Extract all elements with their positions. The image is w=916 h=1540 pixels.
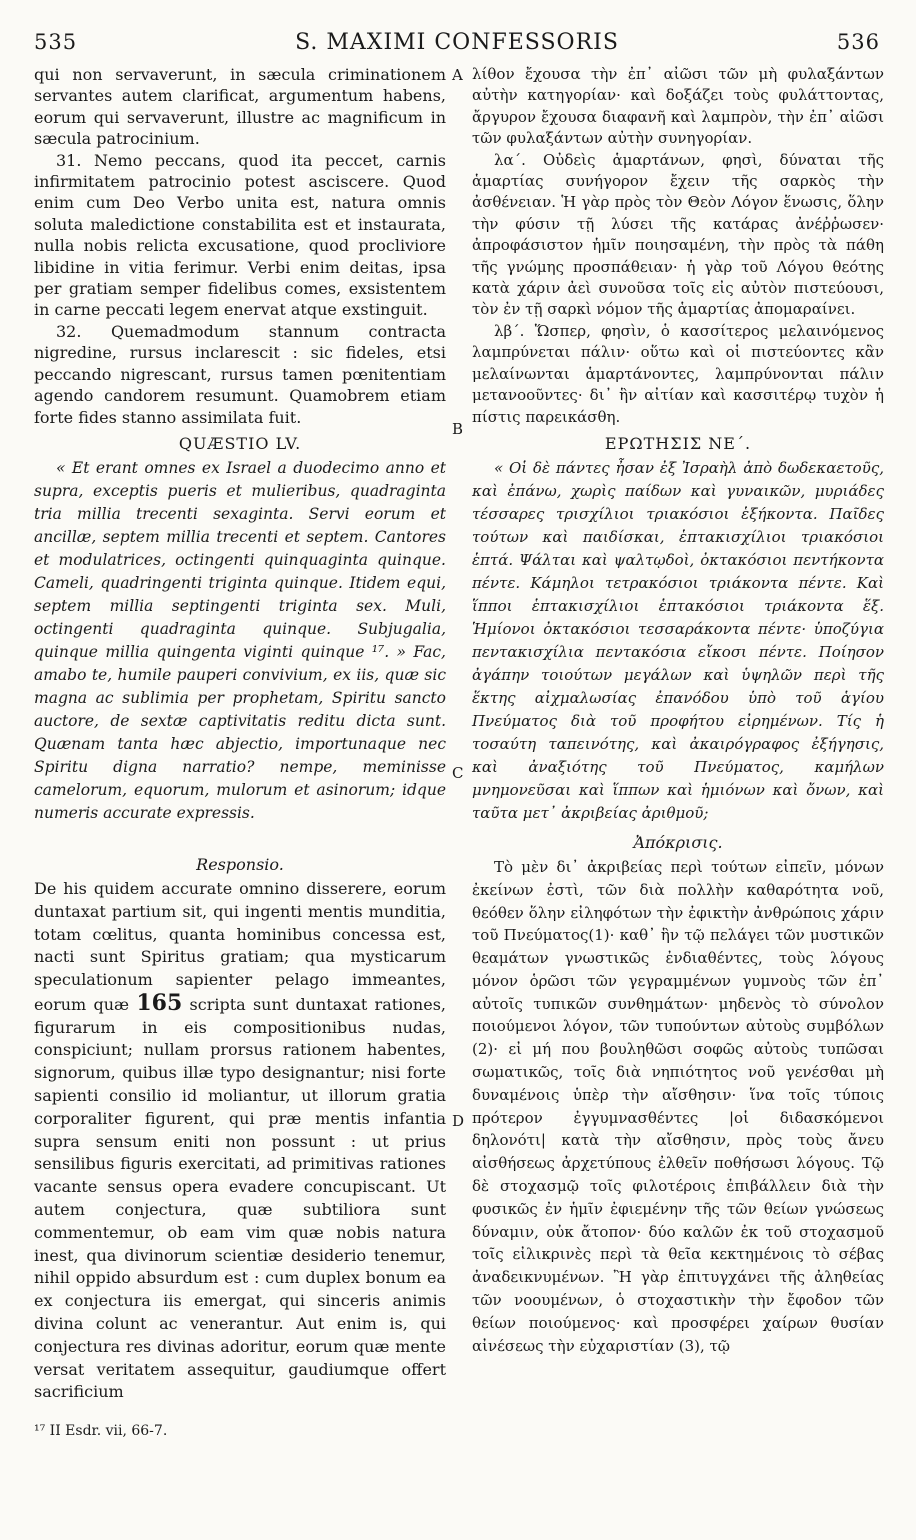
- greek-paragraph-31: λα΄. Οὐδεὶς ἁμαρτάνων, φησὶ, δύναται τῆς ἁμαρτίας συνήγορον ἔχειν τῆς σαρκὸς τὴν ἀσθένειαν. Ἡ γὰρ πρὸς τὸν Θεὸν Λόγον ἕνωσις, ὅλην τὴν φύσιν τῇ λύσει τῆς κατάρας ἀνέῤῥωσεν· ἀπροφάσιστον ἡμῖν ποιησαμένη, τὴν πρὸς τὰ πάθη τῆς γνώμης προσπάθειαν· ἡ γὰρ τοῦ Λόγου θεότης κατὰ χάριν ἀεὶ συνοῦσα τοῖς εἰς αὐτὸν πιστεύουσι, τὸν ἐν τῇ σαρκὶ νόμον τῆς ἁμαρτίας ἀπομαραίνει.: [472, 150, 884, 319]
- running-title: S. MAXIMI CONFESSORIS: [295, 30, 619, 55]
- margin-letter-d: D: [452, 1112, 465, 1130]
- column-number: 165: [136, 989, 183, 1016]
- latin-paragraph-32: 32. Quemadmodum stannum contracta nigredine, rursus inclarescit : sic fideles, etsi peccando nigrescant, rursus tamen pœnitentiam agendo candorem resumunt. Quamobrem etiam forte fides stanno assimilata fuit.: [34, 321, 446, 427]
- margin-letter-c: C: [452, 764, 464, 782]
- margin-letter-a: A: [452, 66, 463, 84]
- page-number-right: 536: [836, 30, 880, 54]
- latin-question-title: QUÆSTIO LV.: [178, 433, 302, 453]
- latin-column: [34, 64, 446, 1404]
- greek-column: [472, 64, 884, 1357]
- greek-paragraph-1: λίθον ἔχουσα τὴν ἐπ᾽ αἰῶσι τῶν μὴ φυλαξάντων αὐτὴν κατηγορίαν· καὶ δοξάζει τοὺς φυλάττοντας, ἄργυρον ἔχουσα διαφανῆ καὶ λαμπρὸν, τὴν ἐπ᾽ αἰῶσι τῶν φυλαξάντων αὐτὴν συνηγορίαν.: [472, 65, 884, 148]
- latin-response-text-a: De his quidem accurate omnino disserere, eorum duntaxat partium sit, qui ingenti mentis munditia, totam cœlitus, quanta hominibus concessa est, nacti sunt Spiritus gratiam; qua mysticarum speculationum sapienter pelago immeantes, eorum quæ: [34, 878, 446, 1014]
- latin-question-text: « Et erant omnes ex Israel a duodecimo anno et supra, exceptis pueris et mulieribus, quadraginta tria millia trecenti sexaginta. Servi eorum et ancillæ, septem millia trecenti et septem. Cantores et modulatrices, octingenti quinquaginta quinque. Cameli, quadringenti triginta quinque. Itidem equi, septem millia septingenti triginta sex. Muli, octingenti quadraginta quinque. Subjugalia, quinque millia quingenta viginti quinque ¹⁷. » Fac, amabo te, humile pauperi convivium, ex iis, quæ sic magna ac sublimia per prophetam, Spiritu sancto auctore, de sextæ captivitatis reditu dicta sunt. Quænam tanta hæc abjectio, importunaque nec Spiritu digna narratio? nempe, meminisse camelorum, equorum, mulorum et asinorum; idque numeris accurate expressis.: [34, 458, 446, 822]
- margin-letter-b: B: [452, 420, 464, 438]
- greek-question-text: « Οἱ δὲ πάντες ἦσαν ἐξ Ἰσραὴλ ἀπὸ δωδεκαετοῦς, καὶ ἐπάνω, χωρὶς παίδων καὶ γυναικῶν, μυριάδες τέσσαρες τρισχίλιοι τριακόσιοι ἑξήκοντα. Παῖδες τούτων καὶ παιδίσκαι, ἑπτακισχίλιοι τριακόσιοι ἑπτά. Ψάλται καὶ ψαλτῳδοὶ, ὀκτακόσιοι πεντήκοντα πέντε. Κάμηλοι τετρακόσιοι τριάκοντα πέντε. Καὶ ἵπποι ἑπτακισχίλιοι ἑπτακόσιοι τριάκοντα ἕξ. Ἡμίονοι ὀκτακόσιοι τεσσαράκοντα πέντε· ὑποζύγια πεντακισχίλια πεντακόσια εἴκοσι πέντε. Ποίησον ἀγάπην τοιούτων μεγάλων καὶ ὑψηλῶν περὶ τῆς ἕκτης αἰχμαλωσίας ἐπανόδου ὑπὸ τοῦ ἁγίου Πνεύματος διὰ τοῦ προφήτου εἰρημένων. Τίς ἡ τοσαύτη ταπεινότης, καὶ ἀκαιρόγραφος ἐξήγησις, καὶ ἀναξιότης τοῦ Πνεύματος, καμήλων μνημονεῦσαι καὶ ἵππων καὶ ἡμιόνων καὶ ὄνων, καὶ ταῦτα μετ᾽ ἀκριβείας ἀριθμοῦ;: [472, 458, 884, 822]
- page-number-left: 535: [34, 30, 78, 54]
- latin-response-text: [34, 878, 446, 1404]
- greek-paragraph-32: λβ΄. Ὥσπερ, φησὶν, ὁ κασσίτερος μελαινόμενος λαμπρύνεται πάλιν· οὕτω καὶ οἱ πιστεύοντες κἂν μελαίνωνται ἁμαρτάνοντες, λαμπρύνονται πάλιν μετανοοῦντες· δι᾽ ἣν αἰτίαν καὶ κασσιτέρῳ τυχὸν ἡ πίστις παρεικάσθη.: [472, 321, 884, 426]
- footnote: ¹⁷ II Esdr. vii, 66-7.: [34, 1423, 168, 1439]
- greek-response-title: Ἀπόκρισις.: [633, 832, 723, 852]
- page-header: [34, 30, 880, 60]
- greek-question-title: ΕΡΩΤΗΣΙΣ ΝΕ΄.: [604, 433, 752, 453]
- latin-response-text-b: scripta sunt duntaxat rationes, figurarum in eis compositionibus nudas, conspiciunt; nullam prorsus rationem habentes, signorum, quibus illæ typo designantur; nisi forte sapienti consilio id moliantur, ut illorum gratia corporaliter figurent, qui præ mentis infantia supra sensum eniti non possunt : ut prius sensilibus figuris exercitati, ad primitivas rationes vacante sensus opera evadere concupiscant. Ut autem conjectura, quæ subtiliora sunt commentemur, ob eam vim quæ nobis natura inest, qua divinorum scientiæ desiderio tenemur, nihil oppido absurdum est : cum duplex bonum ea ex conjectura iis emergat, qui sinceris animis divina colunt ac venerantur. Aut enim is, qui conjectura res divinas adoritur, eorum quæ mente versat veritatem assequitur, gaudiumque offert sacrificium: [34, 994, 446, 1402]
- latin-paragraph-1: qui non servaverunt, in sæcula criminationem servantes autem clarificat, argumentum habens, eorum qui servaverunt, illustre ac magnificum in sæcula patrocinium.: [34, 65, 446, 149]
- latin-response-title: Responsio.: [196, 854, 284, 874]
- greek-response-text: Τὸ μὲν δι᾽ ἀκριβείας περὶ τούτων εἰπεῖν, μόνων ἐκείνων ἐστὶ, τῶν διὰ πολλὴν καθαρότητα νοῦ, θεόθεν ὅλην εἰληφότων τὴν ἐφικτὴν ἀνθρώποις χάριν τοῦ Πνεύματος(1)· καθ᾽ ἣν τῷ πελάγει τῶν μυστικῶν θεαμάτων γνωστικῶς ἐνδιαθέντες, τοὺς λόγους μόνον ὁρῶσι τῶν γεγραμμένων γυμνοὺς τῶν ἐπ᾽ αὐτοῖς τυπικῶν συνθημάτων· μηδενὸς τὸ σύνολον ποιούμενοι λόγον, τῶν τυπούντων αὐτοὺς συμβόλων (2)· εἰ μή που βουληθῶσι σοφῶς αὐτοὺς τυπῶσαι σωματικῶς, τοῖς διὰ νηπιότητος νοῦ γενέσθαι μὴ δυναμένοις ὑπὲρ τὴν αἴσθησιν· ἵνα τοῖς τύποις πρότερον ἐγγυμνασθέντες |οἱ διδασκόμενοι δηλονότι| κατὰ τὴν αἴσθησιν, πρὸς τοὺς ἄνευ αἰσθήσεως ἀρχετύπους ἐλθεῖν ποθήσωσι λόγους. Τῷ δὲ στοχασμῷ τοῖς φιλοτέροις ἐπιβάλλειν διὰ τὴν φυσικῶς ἐν ἡμῖν ἐφιεμένην τῆς τῶν θείων γνώσεως δύναμιν, οὐκ ἄτοπον· δύο καλῶν ἐκ τοῦ στοχασμοῦ τοῖς εἰλικρινὲς περὶ τὰ θεῖα κεκτημένοις τὸ σέβας ἀναδεικνυμένων. Ἢ γὰρ ἐπιτυγχάνει τῆς ἀληθείας τῶν νοουμένων, ὁ στοχαστικὴν τὴν ἔφοδον τῶν θείων ποιούμενος· καὶ προσφέρει χαίρων θυσίαν αἰνέσεως τὴν εὐχαριστίαν (3), τῷ: [472, 857, 884, 1355]
- latin-paragraph-31: 31. Nemo peccans, quod ita peccet, carnis infirmitatem patrocinio potest asciscere. Quod enim cum Deo Verbo unita est, natura omnis soluta maledictione constabilita est et instaurata, nulla nobis relicta excusatione, quod procliviore libidine in vitia ferimur. Verbi enim deitas, ipsa per gratiam semper fidelibus comes, exsistentem in carne peccati legem enervat atque exstinguit.: [34, 150, 446, 320]
